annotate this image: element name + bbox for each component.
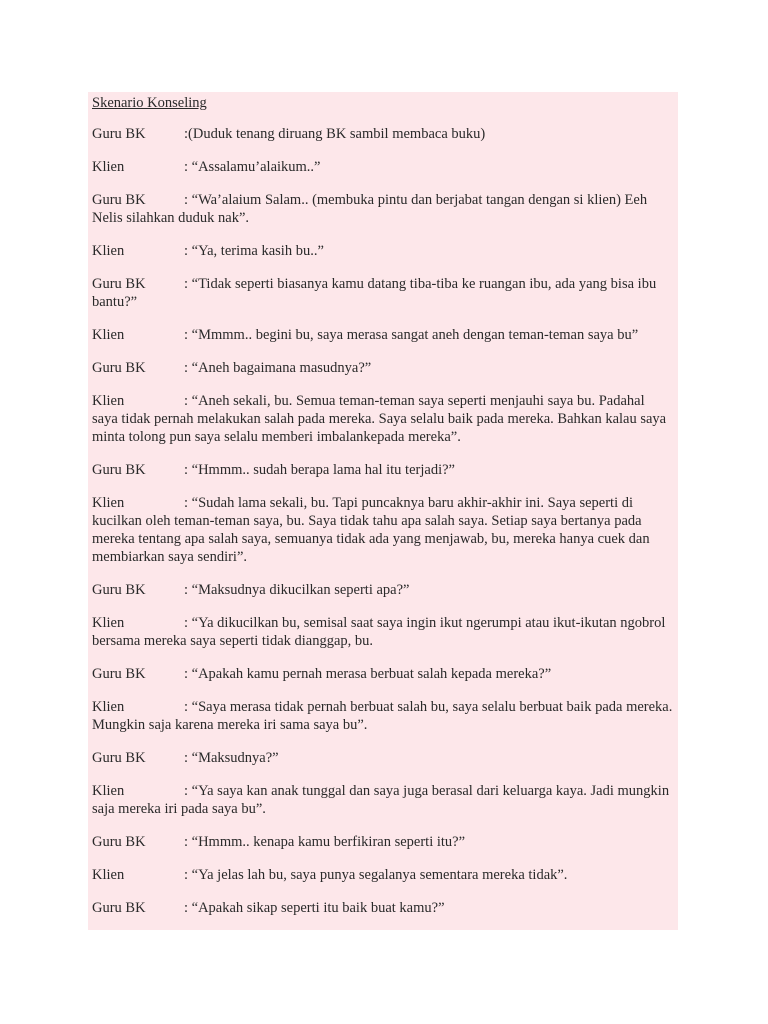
speaker-label: Guru BK xyxy=(92,462,146,478)
dialogue-text: : “Sudah lama sekali, bu. Tapi puncaknya baru akhir-akhir ini. Saya seperti di kucilkan oleh teman-teman saya, bu. Saya tidak tahu apa salah saya. Setiap saya bertanya pada mereka tentang apa salah saya, semuanya tidak ada yang menjawab, bu, mereka hanya cuek dan membiarkan saya sendiri”. xyxy=(92,495,650,565)
speaker-label: Guru BK xyxy=(92,126,146,142)
document-page xyxy=(88,92,678,930)
dialogue-text: : “Assalamu’alaikum..” xyxy=(184,159,321,175)
dialogue-line xyxy=(92,581,674,599)
dialogue-line xyxy=(92,275,674,311)
dialogue-text: : “Ya jelas lah bu, saya punya segalanya sementara mereka tidak”. xyxy=(184,867,568,883)
speaker-label: Klien xyxy=(92,159,125,175)
speaker-label: Guru BK xyxy=(92,360,146,376)
dialogue-text: : “Hmmm.. kenapa kamu berfikiran seperti itu?” xyxy=(184,834,466,850)
dialogue-text: : “Hmmm.. sudah berapa lama hal itu terjadi?” xyxy=(184,462,455,478)
dialogue-line xyxy=(92,866,674,884)
dialogue-text: : “Mmmm.. begini bu, saya merasa sangat aneh dengan teman-teman saya bu” xyxy=(184,327,639,343)
dialogue-line xyxy=(92,782,674,818)
dialogue-text: : “Wa’alaium Salam.. (membuka pintu dan berjabat tangan dengan si klien) Eeh Nelis silahkan duduk nak”. xyxy=(92,192,648,226)
dialogue-line xyxy=(92,242,674,260)
dialogue-line xyxy=(92,359,674,377)
dialogue-text: : “Ya, terima kasih bu..” xyxy=(184,243,324,259)
dialogue-line xyxy=(92,494,674,566)
dialogue-line xyxy=(92,749,674,767)
speaker-label: Klien xyxy=(92,867,125,883)
dialogue-text: : “Apakah sikap seperti itu baik buat kamu?” xyxy=(184,900,445,916)
speaker-label: Klien xyxy=(92,699,125,715)
dialogue-line xyxy=(92,461,674,479)
dialogue-text: : “Aneh sekali, bu. Semua teman-teman saya seperti menjauhi saya bu. Padahal saya tidak pernah melakukan salah pada mereka. Saya selalu baik pada mereka. Bahkan kalau saya minta tolong pun saya selalu memberi imbalankepada mereka”. xyxy=(92,393,667,445)
document-title: Skenario Konseling xyxy=(92,95,207,111)
dialogue-line xyxy=(92,614,674,650)
speaker-label: Guru BK xyxy=(92,834,146,850)
dialogue-text: : “Tidak seperti biasanya kamu datang tiba-tiba ke ruangan ibu, ada yang bisa ibu bantu?” xyxy=(92,276,657,310)
dialogue-line xyxy=(92,326,674,344)
dialogue-text: : “Maksudnya?” xyxy=(184,750,279,766)
dialogue-line xyxy=(92,833,674,851)
speaker-label: Guru BK xyxy=(92,666,146,682)
dialogue-line xyxy=(92,899,674,917)
dialogue-text: : “Saya merasa tidak pernah berbuat salah bu, saya selalu berbuat baik pada mereka. Mungkin saja karena mereka iri sama saya bu”. xyxy=(92,699,673,733)
speaker-label: Klien xyxy=(92,495,125,511)
speaker-label: Guru BK xyxy=(92,276,146,292)
speaker-label: Guru BK xyxy=(92,582,146,598)
speaker-label: Klien xyxy=(92,243,125,259)
dialogue-text: :(Duduk tenang diruang BK sambil membaca buku) xyxy=(184,126,486,142)
dialogue-list xyxy=(92,125,674,917)
dialogue-text: : “Aneh bagaimana masudnya?” xyxy=(184,360,372,376)
speaker-label: Guru BK xyxy=(92,192,146,208)
speaker-label: Guru BK xyxy=(92,900,146,916)
speaker-label: Guru BK xyxy=(92,750,146,766)
speaker-label: Klien xyxy=(92,393,125,409)
dialogue-line xyxy=(92,392,674,446)
dialogue-line xyxy=(92,125,674,143)
speaker-label: Klien xyxy=(92,783,125,799)
dialogue-line xyxy=(92,665,674,683)
dialogue-line xyxy=(92,158,674,176)
speaker-label: Klien xyxy=(92,615,125,631)
dialogue-text: : “Maksudnya dikucilkan seperti apa?” xyxy=(184,582,410,598)
dialogue-line xyxy=(92,191,674,227)
dialogue-text: : “Ya dikucilkan bu, semisal saat saya ingin ikut ngerumpi atau ikut-ikutan ngobrol bersama mereka saya seperti tidak dianggap, bu. xyxy=(92,615,666,649)
dialogue-text: : “Apakah kamu pernah merasa berbuat salah kepada mereka?” xyxy=(184,666,552,682)
dialogue-text: : “Ya saya kan anak tunggal dan saya juga berasal dari keluarga kaya. Jadi mungkin saja mereka iri pada saya bu”. xyxy=(92,783,670,817)
dialogue-line xyxy=(92,698,674,734)
speaker-label: Klien xyxy=(92,327,125,343)
